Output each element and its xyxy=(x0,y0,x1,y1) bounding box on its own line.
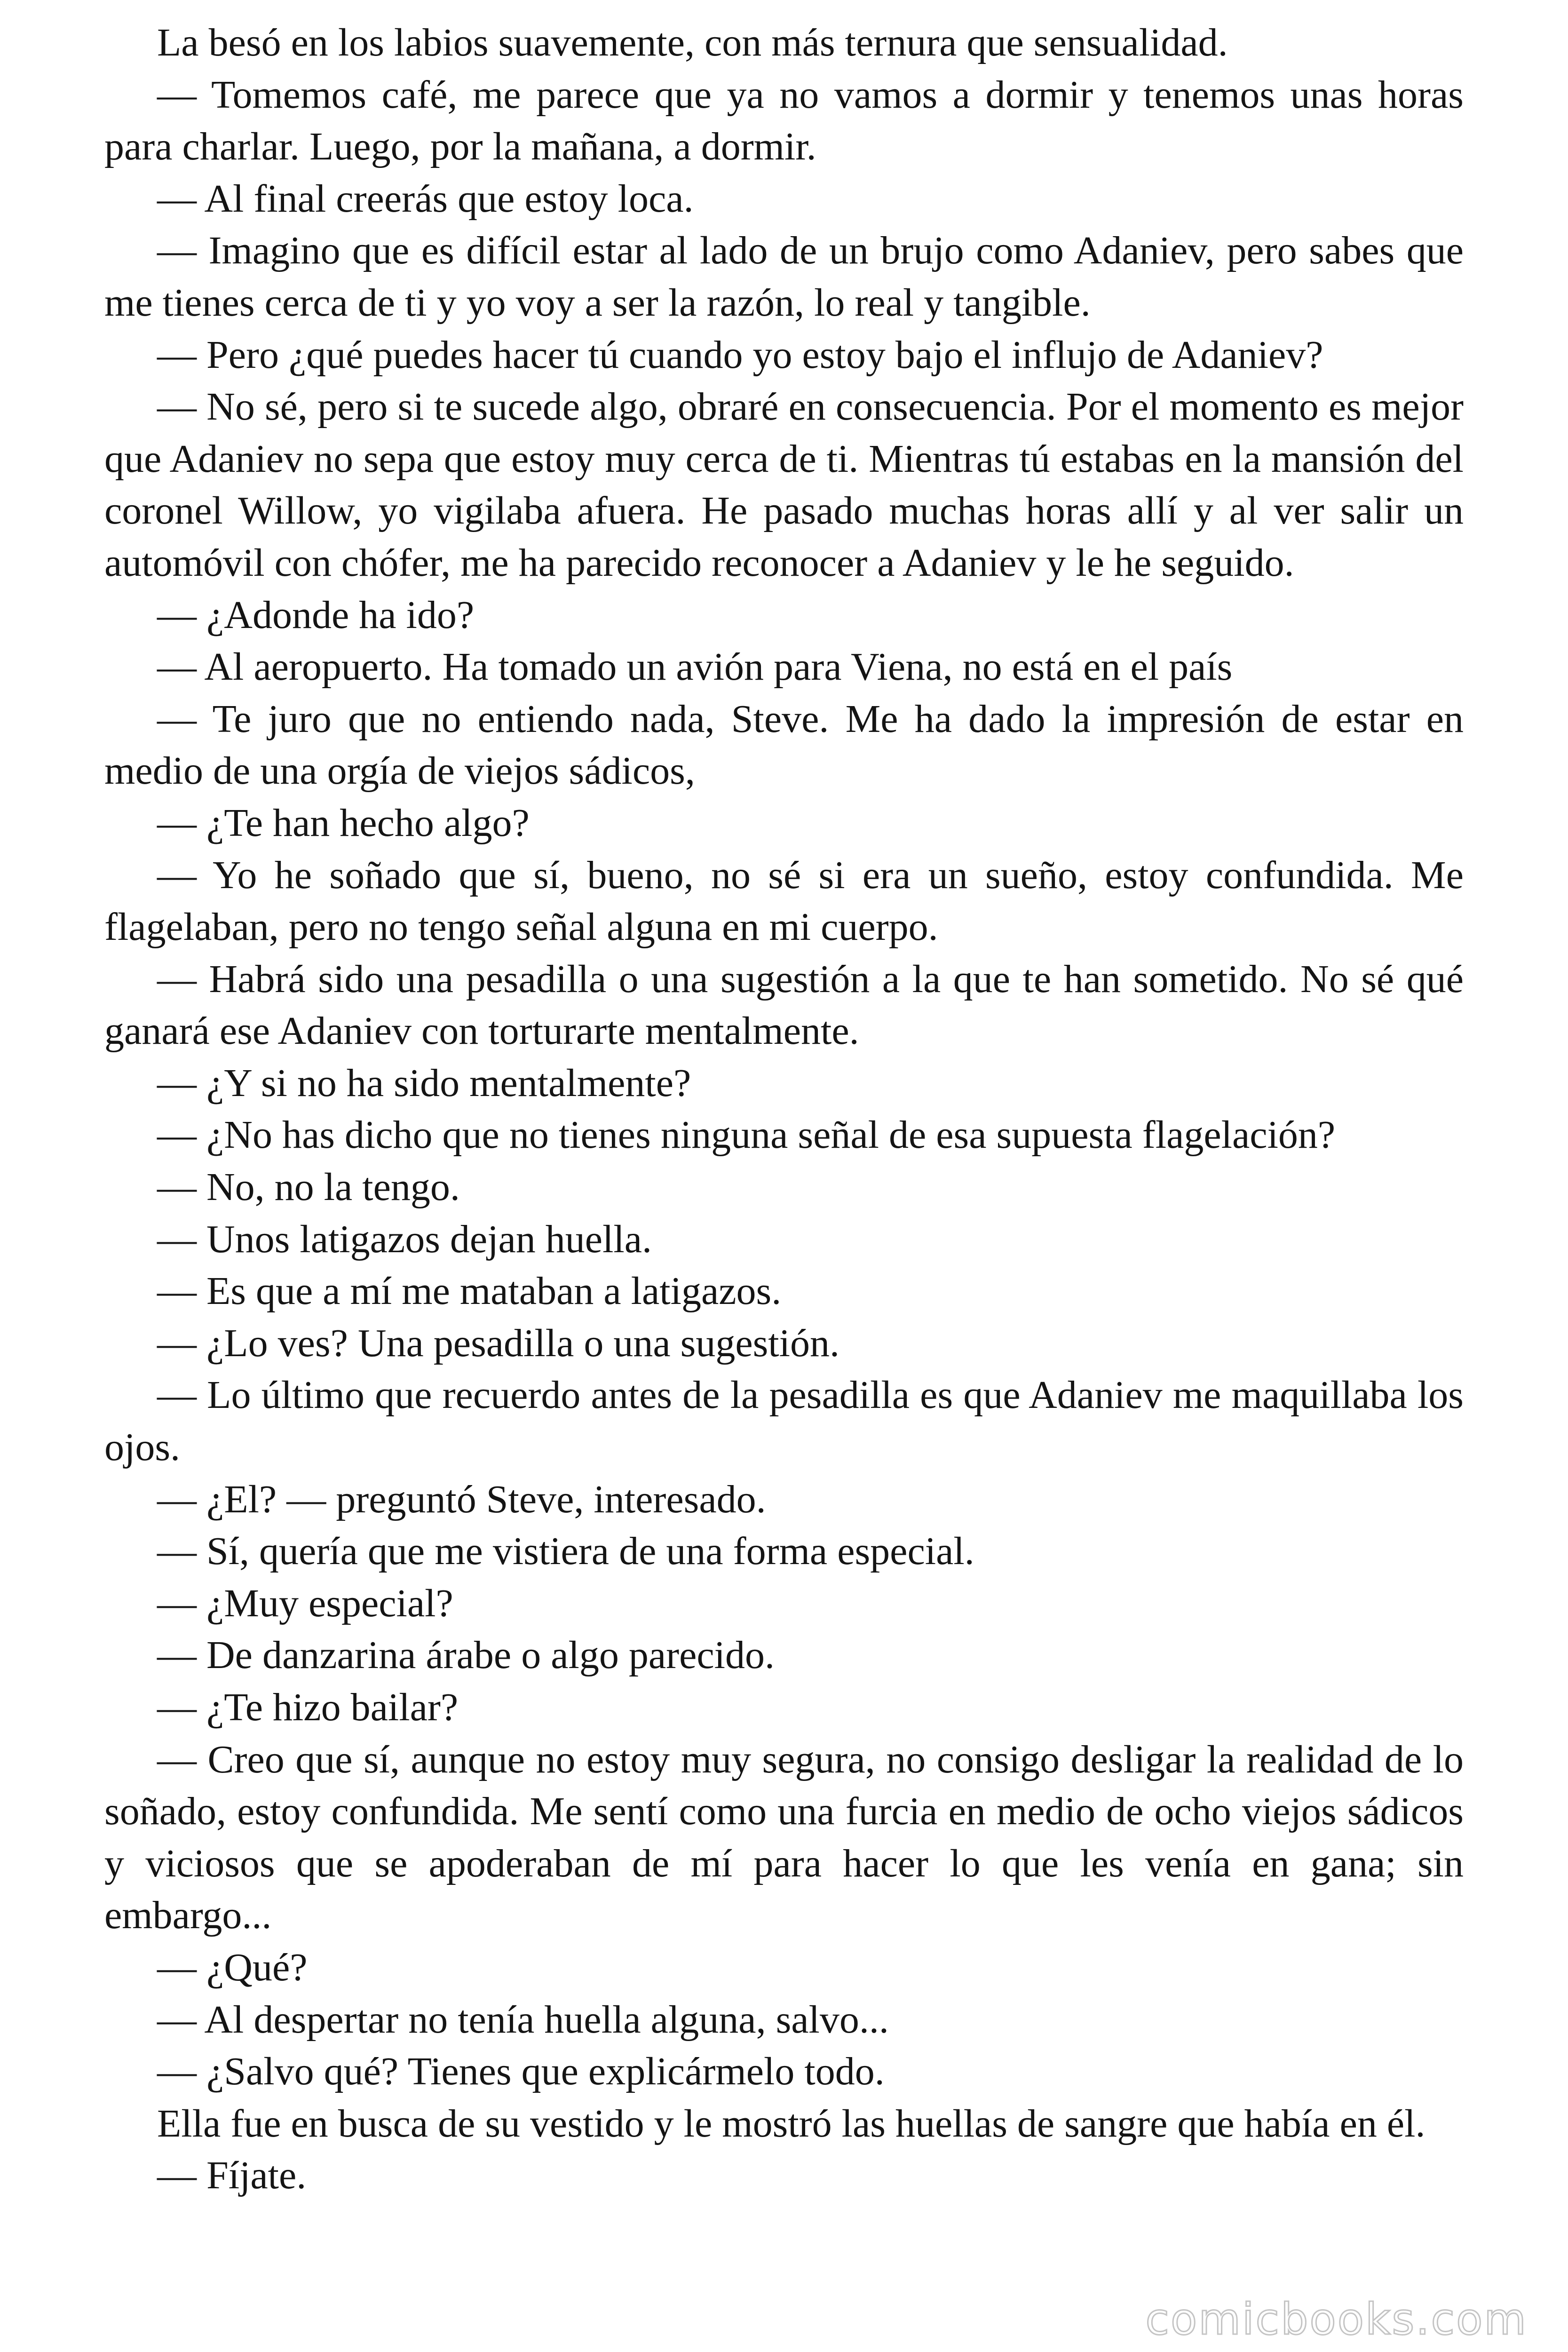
paragraph: — Al final creerás que estoy loca. xyxy=(157,176,694,221)
paragraph: — Imagino que es difícil estar al lado de un brujo como Adaniev, pero sabes que me tienes cerca de ti y yo voy a ser la razón, lo real y tangible. xyxy=(104,229,1464,325)
paragraph: — Al despertar no tenía huella alguna, salvo... xyxy=(157,1997,889,2042)
page-body xyxy=(104,17,1464,2202)
paragraph: — ¿Te hizo bailar? xyxy=(157,1685,459,1729)
paragraph: — ¿No has dicho que no tienes ninguna señal de esa supuesta flagelación? xyxy=(157,1113,1336,1157)
paragraph: — No sé, pero si te sucede algo, obraré en consecuencia. Por el momento es mejor que Adaniev no sepa que estoy muy cerca de ti. Mientras tú estabas en la mansión del coronel Willow, yo vigilaba afuera. He pasado muchas horas allí y al ver salir un automóvil con chófer, me ha parecido reconocer a Adaniev y le he seguido. xyxy=(104,385,1464,585)
paragraph: — ¿Adonde ha ido? xyxy=(157,593,475,637)
paragraph: — De danzarina árabe o algo parecido. xyxy=(157,1633,775,1677)
paragraph: — No, no la tengo. xyxy=(157,1165,460,1209)
paragraph: Ella fue en busca de su vestido y le mostró las huellas de sangre que había en él. xyxy=(157,2101,1425,2145)
paragraph: La besó en los labios suavemente, con más ternura que sensualidad. xyxy=(157,21,1228,64)
paragraph: — ¿Y si no ha sido mentalmente? xyxy=(157,1061,691,1105)
paragraph: — Habrá sido una pesadilla o una sugestión a la que te han sometido. No sé qué ganará ese Adaniev con torturarte mentalmente. xyxy=(104,957,1464,1053)
paragraph: — Yo he soñado que sí, bueno, no sé si era un sueño, estoy confundida. Me flagelaban, pero no tengo señal alguna en mi cuerpo. xyxy=(104,853,1464,949)
watermark: comicbooks.com xyxy=(1145,2294,1528,2344)
paragraph: — ¿Lo ves? Una pesadilla o una sugestión. xyxy=(157,1321,839,1365)
paragraph: — Lo último que recuerdo antes de la pesadilla es que Adaniev me maquillaba los ojos. xyxy=(104,1373,1464,1470)
paragraph: — Pero ¿qué puedes hacer tú cuando yo estoy bajo el influjo de Adaniev? xyxy=(157,333,1323,377)
paragraph: — ¿Qué? xyxy=(157,1945,308,1989)
paragraph: — ¿Muy especial? xyxy=(157,1581,453,1625)
paragraph: — Fíjate. xyxy=(157,2153,307,2198)
paragraph: — Al aeropuerto. Ha tomado un avión para Viena, no está en el país xyxy=(157,645,1233,689)
paragraph: — ¿Te han hecho algo? xyxy=(157,801,530,845)
paragraph: — Te juro que no entiendo nada, Steve. Me ha dado la impresión de estar en medio de una orgía de viejos sádicos, xyxy=(104,697,1464,793)
paragraph: — ¿El? — preguntó Steve, interesado. xyxy=(157,1477,766,1521)
paragraph: — Unos latigazos dejan huella. xyxy=(157,1217,652,1261)
paragraph: — ¿Salvo qué? Tienes que explicármelo todo. xyxy=(157,2050,885,2094)
paragraph: — Creo que sí, aunque no estoy muy segura, no consigo desligar la realidad de lo soñado, estoy confundida. Me sentí como una furcia en medio de ocho viejos sádicos y viciosos que se apoderaban de mí para hacer lo que les venía en gana; sin embargo... xyxy=(104,1737,1464,1938)
paragraph: — Sí, quería que me vistiera de una forma especial. xyxy=(157,1529,974,1573)
paragraph: — Es que a mí me mataban a latigazos. xyxy=(157,1269,782,1313)
paragraph: — Tomemos café, me parece que ya no vamos a dormir y tenemos unas horas para charlar. Luego, por la mañana, a dormir. xyxy=(104,72,1464,169)
